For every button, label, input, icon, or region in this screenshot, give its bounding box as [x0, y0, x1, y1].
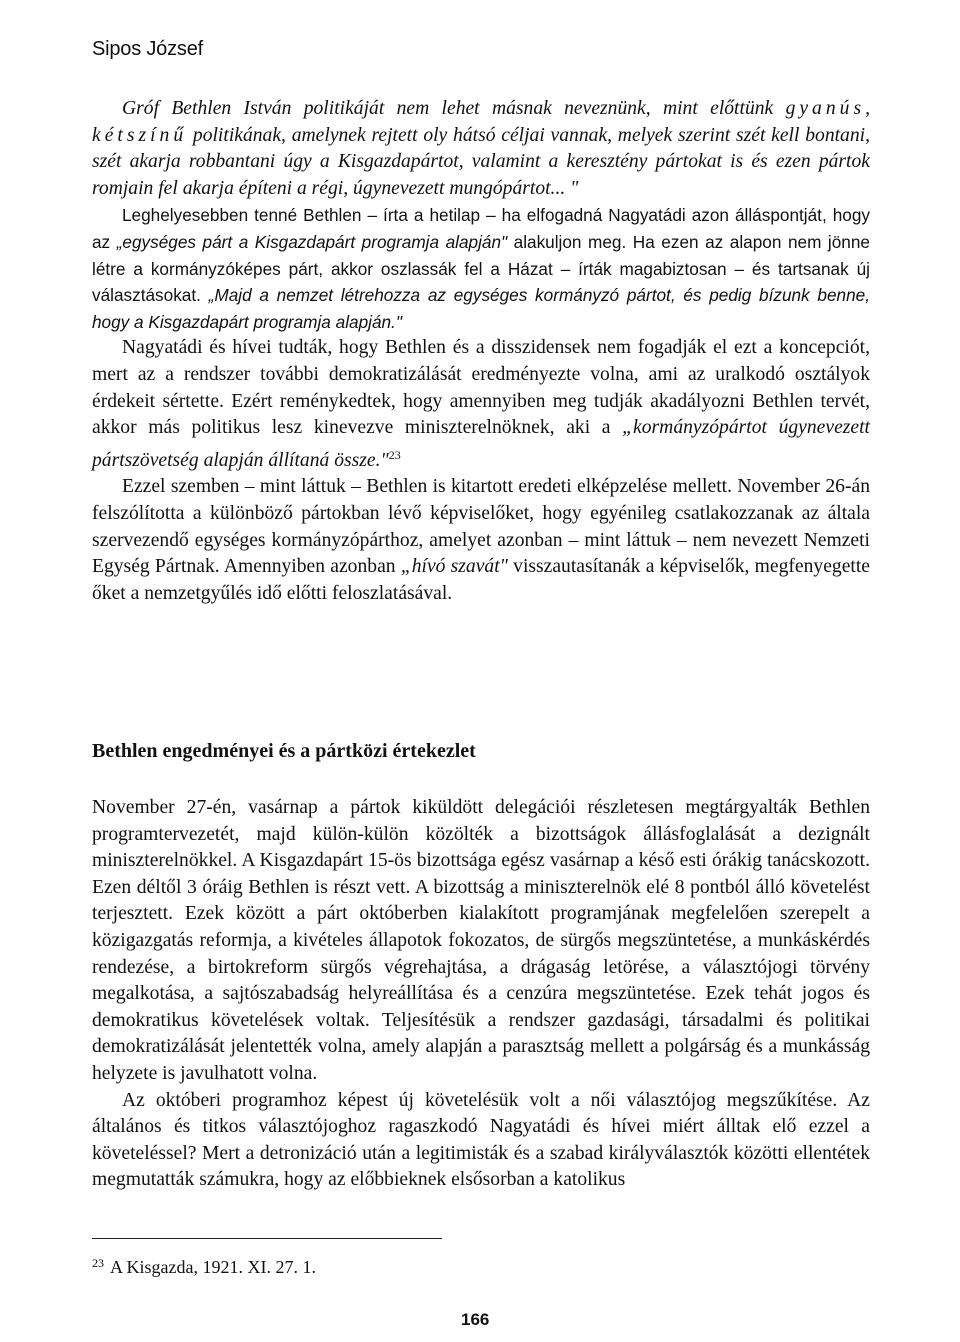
- quote-spaced-word-1: gyanús: [785, 98, 866, 119]
- footnote-divider: [92, 1238, 442, 1239]
- running-title: Sipos József: [92, 38, 203, 60]
- quote-text-b: ,: [865, 98, 870, 119]
- paragraph-nagyatadi: [92, 335, 870, 474]
- para-text: Ezzel szemben – mint láttuk – Bethlen is kitartott eredeti elképzelése mellett. November 26-án felszólította a különböző pártokban lévő képviselőket, hogy egyénileg csatlakozzanak az általa szervezendő egységes kormányzópárthoz, amelyet azonban – mint láttuk – nem nevezett Nemzeti Egység Pártnak. Amennyiben azonban: [92, 476, 870, 578]
- para-text: Nagyatádi és hívei tudták, hogy Bethlen és a disszidensek nem fogadják el ezt a koncepciót, mert az a rendszer további demokratizálását eredményezte volna, ami az uralkodó osztályok érdekeit sértette. Ezért reménykedtek, hogy amennyiben meg tudják akadályozni Bethlen tervét, akkor más politikus lesz kinevezve miniszterelnöknek, aki a: [92, 337, 870, 439]
- quoted-paragraph: [92, 96, 870, 202]
- para-text: visszautasítanák a képviselők, megfenyegette őket a nemzetgyűlés idő előtti feloszlatásával.: [92, 556, 870, 604]
- inline-quote: „Majd a nemzet létrehozza az egységes kormányzó pártot, és pedig bízunk benne, hogy a Kisgazdapárt programja alapján.": [92, 285, 870, 332]
- inline-quote: „egységes párt a Kisgazdapárt programja alapján": [116, 231, 508, 252]
- body-block-1: [92, 96, 870, 607]
- footnote-number: 23: [92, 1256, 104, 1270]
- body-block-2: [92, 795, 870, 1194]
- para-text: Leghelyesebben tenné Bethlen – írta a hetilap – ha elfogadná Nagyatádi azon álláspontját, hogy az: [92, 205, 870, 252]
- quote-text-a: Gróf Bethlen István politikáját nem lehet másnak neveznünk, mint előttünk: [122, 98, 774, 119]
- page-number: 166: [461, 1310, 490, 1329]
- footnote: [92, 1252, 316, 1278]
- inline-quote: „kormányzópártot úgynevezett pártszövetség alapján állítaná össze.": [92, 417, 870, 471]
- paragraph-november-27: November 27-én, vasárnap a pártok kiküldött delegációi részletesen megtárgyalták Bethlen programtervezetét, majd külön-külön közölték a bizottságok állásfoglalását a dezignált miniszterelnökkel. A Kisgazdapárt 15-ös bizottsága egész vasárnap a késő esti órákig tanácskozott. Ezen déltől 3 óráig Bethlen is részt vett. A bizottság a miniszterelnök elé 8 pontból álló követelést terjesztett. Ezek között a párt októberben kialakított programjának megfelelően szerepelt a közigazgatás reformja, a kivételes állapotok fokozatos, de sürgős megszüntetése, a munkáskérdés rendezése, a birtokreform sürgős végrehajtása, a drágaság letörése, a választójogi törvény megalkotása, a sajtószabadság helyreállítása és a cenzúra megszüntetése. Ezek tehát jogos és demokratikus követelések voltak. Teljesítésük a rendszer gazdasági, társadalmi és politikai demokratizálását jelentették volna, amely alapján a parasztság mellett a polgárság és a munkásság helyzete is javulhatott volna.: [92, 797, 870, 1084]
- paragraph-leghelyesebben: [92, 202, 870, 335]
- paragraph-ezzel-szemben: [92, 474, 870, 607]
- quote-text-c: politikának, amelynek rejtett oly hátsó céljai vannak, melyek szerint szét kell bontani, szét akarja robbantani úgy a Kisgazdapártot, valamint a keresztény pártokat is és ezen pártok romjain fel akarja építeni a régi, úgynevezett mungópártot... ": [92, 124, 870, 199]
- inline-quote: „hívó szavát": [400, 556, 508, 578]
- quote-spaced-word-2: kétszínű: [92, 124, 188, 146]
- section-heading: Bethlen engedményei és a pártközi értekezlet: [92, 740, 476, 762]
- para-text: alakuljon meg. Ha ezen az alapon nem jönne létre a kormányzóképes párt, akkor oszlassák fel a Házat – írták magabiztosan – és tartsanak új választásokat.: [92, 231, 870, 306]
- paragraph-oktoberi-program: Az októberi programhoz képest új követelésük volt a női választójog megszűkítése. Az általános és titkos választójoghoz ragaszkodó Nagyatádi és hívei miért álltak elő ezzel a követeléssel? Mert a detronizáció után a legitimisták és a szabad királyválasztók közötti ellentétek megmutatták számukra, hogy az előbbieknek elsősorban a katolikus: [92, 1089, 870, 1191]
- footnote-text: A Kisgazda, 1921. XI. 27. 1.: [110, 1257, 316, 1277]
- footnote-reference[interactable]: 23: [388, 447, 401, 462]
